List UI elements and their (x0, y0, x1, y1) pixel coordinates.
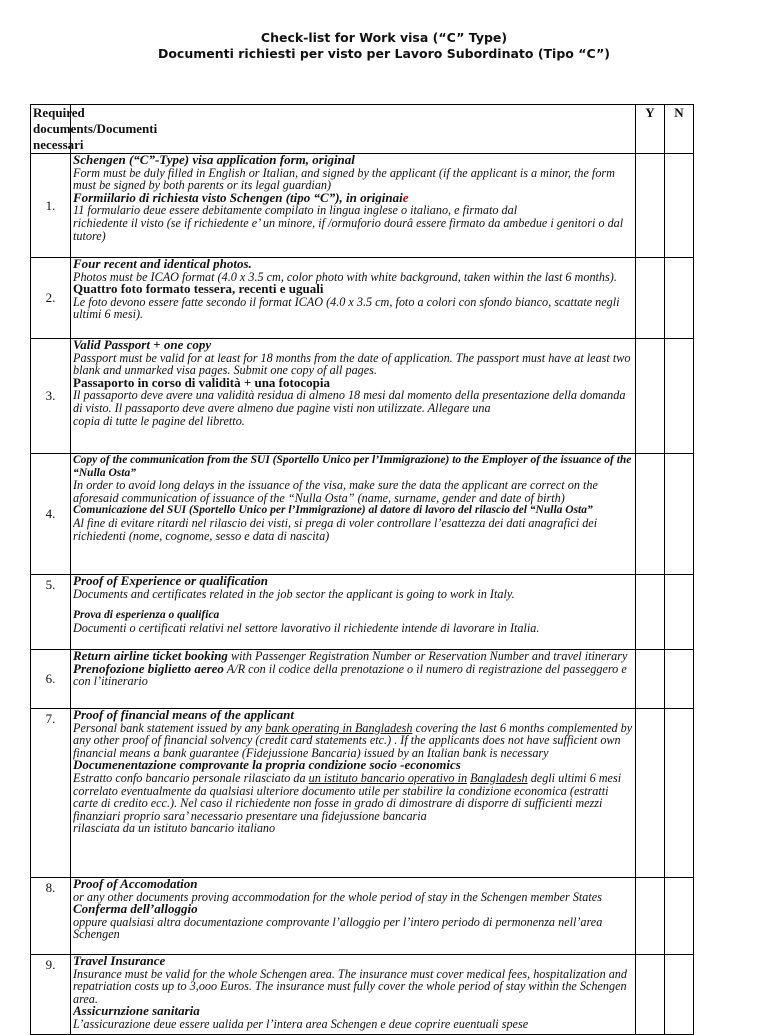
yes-checkbox-cell[interactable] (636, 154, 665, 258)
header-yes: Y (636, 105, 665, 154)
row-text-it: Al fine di evitare ritardi nel rilascio dei visti, si prega di voler controllare l’esattezza dei dati anagrafici dei richiedenti (nome, cognome, sesso e data di nascita) (73, 515, 598, 543)
no-checkbox-cell[interactable] (665, 258, 694, 339)
yes-checkbox-cell[interactable] (636, 339, 665, 454)
no-checkbox-cell[interactable] (665, 575, 694, 650)
row-heading-en: Proof of Accomodation (73, 878, 198, 891)
title-english: Check-list for Work visa (“C” Type) (260, 30, 508, 45)
yes-checkbox-cell[interactable] (636, 878, 665, 955)
title-italian: Documenti richiesti per visto per Lavoro Subordinato (Tipo “C”) (157, 46, 611, 61)
yes-checkbox-cell[interactable] (636, 258, 665, 339)
row-text-it: oppure qualsiasi altra documentazione comprovante l’alloggio per l’intero periodo di permonenza nell’area Schengen (73, 914, 603, 942)
no-checkbox-cell[interactable] (665, 454, 694, 575)
header-no: N (665, 105, 694, 154)
yes-checkbox-cell[interactable] (636, 454, 665, 575)
table-row (31, 454, 694, 575)
no-checkbox-cell[interactable] (665, 154, 694, 258)
no-checkbox-cell[interactable] (665, 955, 694, 1035)
row-text-en: Passport must be valid for at least for 18 months from the date of application. The passport must have at least two blank and unmarked visa pages. Submit one copy of all pages. (73, 350, 631, 378)
row-text-en: In order to avoid long delays in the issuance of the visa, make sure the data the applicant are correct on the aforesaid communication of issuance of the “Nulla Osta” (name, surname, gender and date of birth) (73, 478, 598, 505)
yes-checkbox-cell[interactable] (636, 709, 665, 878)
row-heading-it: Prova di esperienza o qualifica (73, 609, 220, 622)
table-row (31, 339, 694, 454)
row-text-en: or any other documents proving accommodation for the whole period of stay in the Schengen member States (73, 889, 602, 904)
row-heading-en: Four recent and identical photos. (73, 258, 252, 271)
row-text-it: Estratto confo bancario personale rilasciato da un istituto bancario operativo in Bangladesh degli ultimi 6 mesi correlato eventualmente da qualsiasi ulteriore documento utile per stabilire la condizione economica (estratti carte di credito ecc.). Nel caso il richiedente non fosse in grado di dimostrare di disporre di sufficienti mezzi finanziari proprio sara’ necessario presentare una fidejussione bancaria (73, 770, 622, 823)
row-heading-it: Comunicazione del SUI (Sportello Unico per l’Immigrazione) al datore di lavoro del rilascio del “Nulla Osta” (73, 504, 593, 517)
row-text-en: Return airline ticket booking with Passenger Registration Number or Reservation Number and travel itinerary (73, 650, 628, 663)
table-row (31, 258, 694, 339)
row-text-it: rilasciata da un istituto bancario italiano (73, 821, 276, 836)
row-number: 4. (31, 454, 71, 575)
row-text-en: Photos must be ICAO format (4.0 x 3.5 cm, color photo with white background, taken within the last 6 months). (73, 269, 617, 284)
row-number: 1. (31, 154, 71, 258)
row-heading-it: Formiilario di richiesta visto Schengen (tipo “C”), in originaie (73, 189, 409, 205)
no-checkbox-cell[interactable] (665, 709, 694, 878)
row-heading-it: Conferma dell’alloggio (73, 901, 198, 917)
row-text-it: Documenti o certificati relativi nel settore lavorativo il richiedente intende di lavorare in Italia. (73, 620, 540, 635)
table-row (31, 575, 694, 650)
row-heading-en: Valid Passport + one copy (73, 339, 212, 352)
row-heading-it: Assicurnzione sanitaria (73, 1003, 200, 1019)
row-number: 5. (31, 575, 71, 650)
document-titles (0, 30, 768, 62)
row-number: 2. (31, 258, 71, 339)
checklist-table (30, 104, 694, 1035)
row-heading-en: Proof of financial means of the applicant (73, 709, 294, 722)
row-text-it: Prenofozione biglietto aereo A/R con il codice della prenotazione o il numero di registrazione del passeggero e con l’itinerario (73, 660, 627, 689)
row-number: 3. (31, 339, 71, 454)
table-row (31, 878, 694, 955)
yes-checkbox-cell[interactable] (636, 650, 665, 709)
table-header-row (31, 105, 694, 154)
no-checkbox-cell[interactable] (665, 650, 694, 709)
table-row (31, 955, 694, 1035)
table-row (31, 709, 694, 878)
row-text-en: Insurance must be valid for the whole Schengen area. The insurance must cover medical fees, hospitalization and repatriation costs up to 3,ooo Euros. The insurance must fully cover the whole period of stay within the Schengen area. (73, 966, 627, 1006)
yes-checkbox-cell[interactable] (636, 955, 665, 1035)
row-heading-en: Schengen (“C”-Type) visa application form, original (73, 154, 355, 167)
no-checkbox-cell[interactable] (665, 878, 694, 955)
row-number: 8. (31, 878, 71, 955)
row-heading-it: Documenentazione comprovante la propria condizione socio -economics (73, 757, 461, 773)
row-text-it: richiedente il visto (se if richiedente e’ un minore, if /ormuforio dourâ essere firmato da ambedue i genitori o dal tutore) (73, 215, 624, 243)
no-checkbox-cell[interactable] (665, 339, 694, 454)
row-heading-en: Copy of the communication from the SUI (Sportello Unico per l’Immigrazione) to the Employer of the issuance of the “Nulla Osta” (73, 454, 632, 479)
row-text-it: 11 formulario deue essere debitamente compilato in lingua inglese o italiano, e firmato dal (73, 203, 518, 218)
table-row (31, 154, 694, 258)
row-text-en: Documents and certificates related in the job sector the applicant is going to work in Italy. (73, 586, 515, 601)
header-documents: Required documents/Documenti necessari (31, 105, 71, 154)
row-text-en: Form must be duly filled in English or Italian, and signed by the applicant (if the applicant is a minor, the form must be signed by both parents or its legal guardian) (73, 165, 615, 193)
row-text-en: Personal bank statement issued by any bank operating in Bangladesh covering the last 6 months complemented by any other proof of financial solvency (credit card statements etc.) . If the applicants does not have sufficient own financial means a bank guarantee (Fidejussione Bancaria) issued by an Italian bank is necessary (73, 720, 633, 760)
row-heading-it: Quattro foto formato tessera, recenti e uguali (73, 281, 324, 297)
table-row (31, 650, 694, 709)
row-text-it: Il passaporto deve avere una validità residua di almeno 18 mesi dal momento della presentazione della domanda di visto. Il passaporto deve avere almeno due pagine visti non utilizzate. Allegare una (73, 388, 626, 415)
row-heading-en: Travel Insurance (73, 955, 166, 968)
yes-checkbox-cell[interactable] (636, 575, 665, 650)
row-heading-it: Passaporto in corso di validità + una fotocopia (73, 374, 330, 390)
row-number: 9. (31, 955, 71, 1035)
row-heading-en: Proof of Experience or qualification (73, 575, 268, 588)
row-text-it: Le foto devono essere fatte secondo il format ICAO (4.0 x 3.5 cm, foto a colori con sfondo bianco, scattate negli ultimi 6 mesi). (73, 294, 620, 322)
row-number: 6. (31, 650, 71, 709)
row-text-it: L’assicurazione deue essere ualida per l’intera area Schengen e deue coprire euentuali spese (73, 1016, 529, 1031)
row-number: 7. (31, 709, 71, 878)
row-text-it: copia di tutte le pagine del libretto. (73, 413, 245, 428)
